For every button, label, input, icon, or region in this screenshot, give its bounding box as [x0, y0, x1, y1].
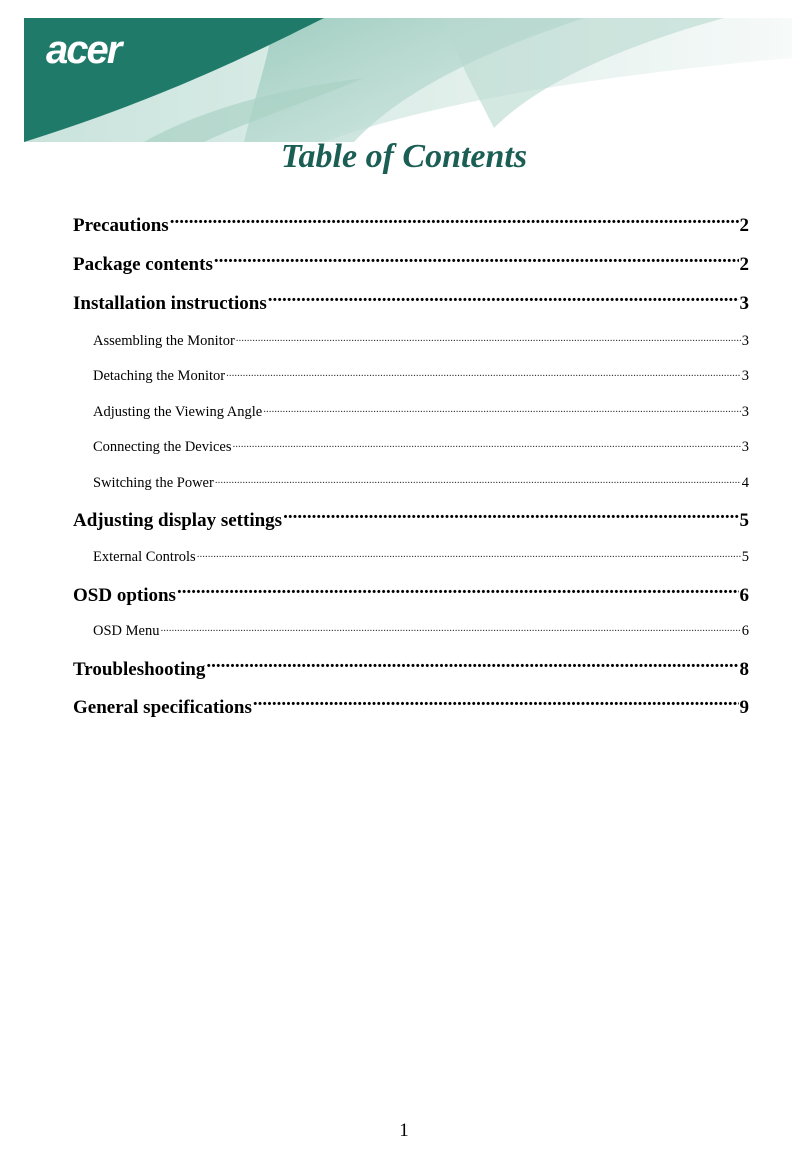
toc-entry-title: Adjusting display settings	[73, 510, 283, 531]
toc-entry-page: 4	[741, 474, 749, 491]
toc-entry[interactable]	[73, 251, 749, 276]
toc-entry[interactable]	[93, 365, 749, 385]
toc-entry[interactable]	[93, 472, 749, 492]
banner-swoosh-graphic	[24, 18, 792, 142]
page-number: 1	[399, 1120, 409, 1141]
toc-entry[interactable]	[93, 546, 749, 566]
toc-entry-title: Precautions	[73, 215, 169, 236]
toc-entry-page: 3	[741, 403, 749, 420]
toc-entry-title: External Controls	[93, 548, 196, 565]
toc-entry-page: 5	[741, 548, 749, 565]
toc-dot-leader	[197, 546, 741, 561]
toc-entry-page: 3	[739, 293, 749, 314]
toc-dot-leader	[268, 290, 739, 309]
toc-entry-page: 8	[739, 659, 749, 680]
toc-dot-leader	[170, 212, 739, 231]
toc-dot-leader	[206, 656, 738, 675]
toc-entry-page: 6	[741, 622, 749, 639]
toc-entry[interactable]	[93, 436, 749, 456]
toc-entry-page: 3	[741, 332, 749, 349]
toc-entry[interactable]	[73, 582, 749, 607]
toc-entry-title: OSD options	[73, 585, 176, 606]
toc-dot-leader	[215, 472, 741, 487]
toc-entry-title: OSD Menu	[93, 622, 160, 639]
toc-entry-page: 9	[739, 697, 749, 718]
toc-entry-title: Detaching the Monitor	[93, 367, 226, 384]
toc-entry[interactable]	[73, 507, 749, 532]
toc-entry-title: Adjusting the Viewing Angle	[93, 403, 263, 420]
toc-entry[interactable]	[73, 290, 749, 315]
toc-entry-page: 3	[741, 367, 749, 384]
toc-dot-leader	[236, 330, 741, 345]
toc-entry-title: Switching the Power	[93, 474, 214, 491]
toc-entry-title: Package contents	[73, 254, 213, 275]
toc-entry-page: 6	[739, 585, 749, 606]
toc-entry-title: Connecting the Devices	[93, 438, 232, 455]
toc-dot-leader	[226, 365, 741, 380]
toc-entry-page: 2	[739, 215, 749, 236]
toc-entry[interactable]	[73, 656, 749, 681]
toc-dot-leader	[253, 694, 739, 713]
header-banner	[24, 18, 792, 142]
toc-dot-leader	[283, 507, 738, 526]
toc-dot-leader	[177, 582, 739, 601]
toc-entry-title: General specifications	[73, 697, 252, 718]
toc-entry[interactable]	[93, 620, 749, 640]
toc-entry[interactable]	[73, 212, 749, 237]
toc-entry-page: 5	[739, 510, 749, 531]
toc-dot-leader	[214, 251, 739, 270]
toc-dot-leader	[233, 436, 741, 451]
toc-entry-page: 3	[741, 438, 749, 455]
toc-entry-title: Installation instructions	[73, 293, 267, 314]
toc-entry[interactable]	[93, 330, 749, 350]
toc-dot-leader	[263, 401, 741, 416]
acer-logo: acer	[46, 28, 121, 72]
toc-dot-leader	[160, 620, 740, 635]
toc-entry-title: Troubleshooting	[73, 659, 206, 680]
toc-entry-title: Assembling the Monitor	[93, 332, 235, 349]
toc-entry[interactable]	[73, 694, 749, 719]
page-title: Table of Contents	[280, 138, 528, 175]
toc-entry[interactable]	[93, 401, 749, 421]
toc-entry-page: 2	[739, 254, 749, 275]
